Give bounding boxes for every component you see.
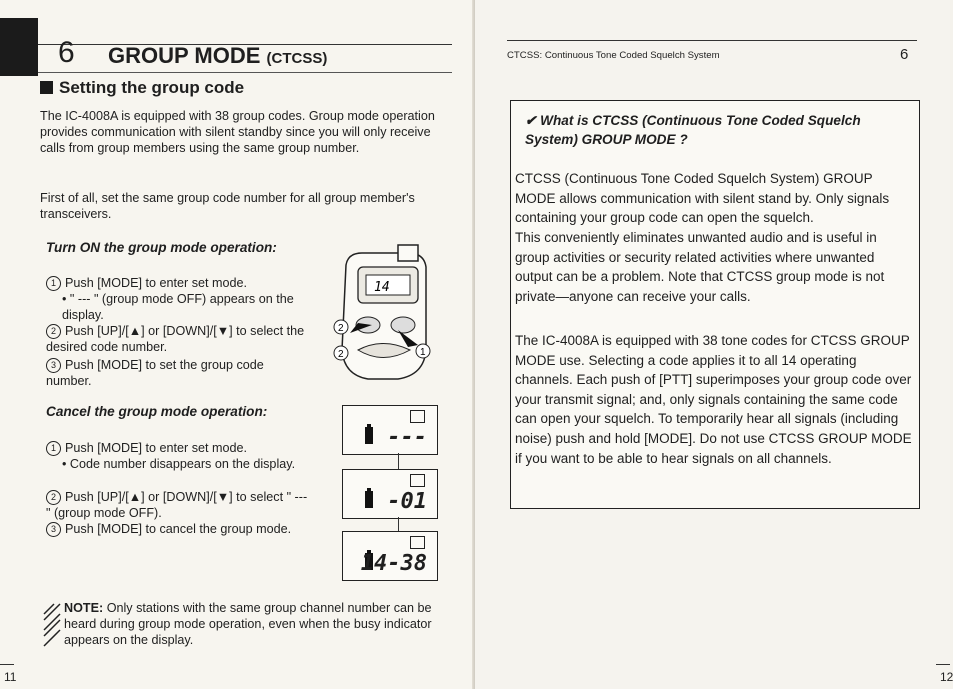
page-rule [0,664,14,665]
step-text: Push [MODE] to cancel the group mode. [65,522,292,536]
turn-on-step-3 [46,357,308,389]
square-bullet-icon [40,81,53,94]
flow-arrow-line [398,517,399,531]
step-text: Push [MODE] to set the group code number. [46,358,264,388]
header-chapter-number: 6 [900,46,909,63]
lcd-text: --- [387,425,427,450]
cancel-step-1-note: • Code number disappears on the display. [62,457,296,471]
callout-2: 2 [338,323,344,334]
page-number-right: 12 [940,670,953,684]
chapter-title-suffix: (CTCSS) [266,50,328,67]
callout-2b: 2 [338,349,344,360]
header-rule [507,40,917,41]
info-paragraph-3: The IC-4008A is equipped with 38 tone codes for CTCSS GROUP MODE use. Selecting a code applies it to all 14 operating channels. Each push of [PTT] superimposes your group code over your transmit signal; and, only signals containing the same code can open your squelch. To temporarily hear all signals (including noise) push and hold [MODE]. Do not use CTCSS GROUP MODE if you want to be able to hear signals on all channels. [515,333,912,466]
step-number-icon: 3 [46,358,61,373]
chapter-tab-marker [0,18,38,76]
battery-icon [365,488,373,508]
note-hatch-icon [44,604,62,646]
cancel-step-3 [46,521,308,537]
info-box-heading [525,111,905,149]
cancel-heading: Cancel the group mode operation: [46,404,268,419]
device-display-text: 14 [374,280,390,295]
running-header: CTCSS: Continuous Tone Coded Squelch System [507,50,720,61]
section-title-text: Setting the group code [59,78,245,97]
step-number-icon: 3 [46,522,61,537]
display-indicator-icon [410,474,425,487]
chapter-title-main: GROUP MODE [108,43,261,68]
step-text: Push [UP]/[▲] or [DOWN]/[▼] to select " --- " (group mode OFF). [46,490,308,520]
page-rule-right [936,664,950,665]
page-number-left: 11 [4,670,17,684]
display-indicator-icon [410,536,425,549]
transceiver-illustration [328,245,440,385]
note-text: Only stations with the same group channel number can be heard during group mode operation, even when the busy indicator appears on the display. [64,601,432,647]
display-indicator-icon [410,410,425,423]
turn-on-step-1-note: • " --- " (group mode OFF) appears on the display. [62,292,294,322]
step-number-icon: 1 [46,276,61,291]
chapter-title [108,43,327,69]
turn-on-step-2 [46,323,310,355]
turn-on-step-1 [46,275,306,291]
lcd-text: -01 [387,489,427,514]
turn-on-heading: Turn ON the group mode operation: [46,240,277,255]
intro-paragraph-2: First of all, set the same group code number for all group member's transceivers. [40,191,415,221]
step-number-icon: 2 [46,490,61,505]
lcd-panel-select [342,469,438,519]
step-number-icon: 1 [46,441,61,456]
lcd-panel-off [342,405,438,455]
info-box-heading-text: What is CTCSS (Continuous Tone Coded Squelch System) GROUP MODE ? [525,113,861,147]
battery-icon [365,424,373,444]
cancel-step-1 [46,440,311,456]
note-label: NOTE: [64,601,104,615]
note [64,600,459,648]
left-page [0,0,475,689]
step-text: Push [MODE] to enter set mode. [65,441,247,455]
step-text: Push [UP]/[▲] or [DOWN]/[▼] to select the desired code number. [46,324,305,354]
step-text: Push [MODE] to enter set mode. [65,276,247,290]
ctcss-info-box [510,100,920,509]
chapter-number: 6 [58,36,75,69]
cancel-step-2 [46,489,311,521]
checkmark-icon: ✔ [525,113,541,128]
flow-arrow-line [398,453,399,469]
lcd-text: 14-38 [360,551,427,576]
intro-paragraph: The IC-4008A is equipped with 38 group codes. Group mode operation provides communication with silent standby since you will only receive calls from group members using the same group number. [40,109,435,155]
callout-1: 1 [420,347,426,358]
step-number-icon: 2 [46,324,61,339]
section-title [40,78,244,98]
info-paragraph-1: CTCSS (Continuous Tone Coded Squelch System) GROUP MODE allows communication with silent stand by. Only signals containing your group code can open the squelch. [515,171,890,226]
title-rule [38,72,452,73]
info-paragraph-2: This conveniently eliminates unwanted audio and is useful in group activities or security related activities where unwanted output can be a problem. Note that CTCSS group mode is not private—anyone can receive your calls. [515,230,885,304]
lcd-panel-channel [342,531,438,581]
